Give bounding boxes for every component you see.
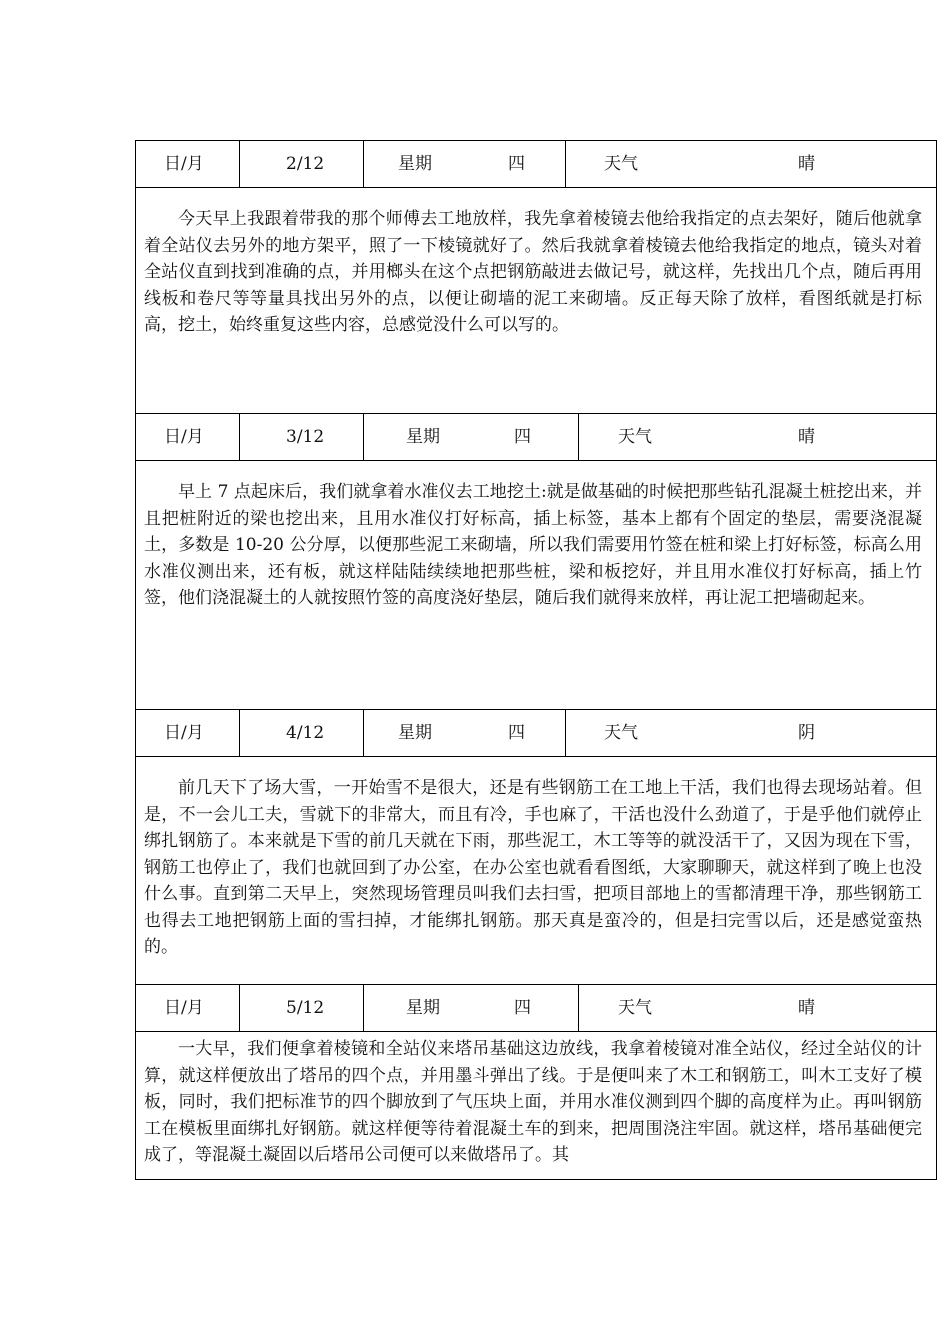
date-label: 日/月	[164, 154, 204, 174]
weekday-value: 四	[508, 723, 525, 743]
weather-label: 天气	[618, 427, 652, 447]
date-label: 日/月	[164, 427, 204, 447]
date-value: 5/12	[286, 998, 325, 1018]
weather-label: 天气	[604, 154, 638, 174]
entry-header-row	[136, 985, 936, 1032]
weather-value: 晴	[798, 427, 815, 447]
log-entry	[135, 710, 937, 985]
entry-header-row	[136, 710, 936, 757]
week-label: 星期	[406, 427, 440, 447]
weekday-value: 四	[514, 998, 531, 1018]
week-label: 星期	[398, 723, 432, 743]
weather-value: 晴	[798, 998, 815, 1018]
date-label: 日/月	[164, 998, 204, 1018]
entry-text: 前几天下了场大雪，一开始雪不是很大，还是有些钢筋工在工地上干活，我们也得去现场站着。但是，不一会儿工夫，雪就下的非常大，而且有冷，手也麻了，干活也没什么劲道了，于是乎他们就停止绑扎钢筋了。本来就是下雪的前几天就在下雨，那些泥工，木工等等的就没活干了，又因为现在下雪，钢筋工也停止了，我们也就回到了办公室，在办公室也就看看图纸，大家聊聊天，就这样到了晚上也没什么事。直到第二天早上，突然现场管理员叫我们去扫雪，把项目部地上的雪都清理干净，那些钢筋工也得去工地把钢筋上面的雪扫掉，才能绑扎钢筋。那天真是蛮冷的，但是扫完雪以后，还是感觉蛮热的。	[136, 757, 936, 985]
weather-value: 阴	[798, 723, 815, 743]
weather-value: 晴	[798, 154, 815, 174]
work-log-table	[135, 140, 937, 1180]
entry-header-row	[136, 141, 936, 188]
log-entry	[135, 140, 937, 414]
week-label: 星期	[398, 154, 432, 174]
date-value: 2/12	[286, 154, 325, 174]
week-label: 星期	[406, 998, 440, 1018]
date-value: 4/12	[286, 723, 325, 743]
date-value: 3/12	[286, 427, 325, 447]
log-entry	[135, 414, 937, 710]
entry-text: 早上 7 点起床后，我们就拿着水准仪去工地挖土:就是做基础的时候把那些钻孔混凝土桩挖出来，并且把桩附近的梁也挖出来，且用水准仪打好标高，插上标签，基本上都有个固定的垫层，需要浇混凝土，多数是 10-20 公分厚，以便那些泥工来砌墙，所以我们需要用竹签在桩和梁上打好标签，标高么用水准仪测出来，还有板，就这样陆陆续续地把那些桩，梁和板挖好，并且用水准仪打好标高，插上竹签，他们浇混凝土的人就按照竹签的高度浇好垫层，随后我们就得来放样，再让泥工把墙砌起来。	[136, 461, 936, 710]
date-label: 日/月	[164, 723, 204, 743]
weekday-value: 四	[514, 427, 531, 447]
entry-header-row	[136, 414, 936, 461]
weekday-value: 四	[508, 154, 525, 174]
entry-text: 一大早，我们便拿着棱镜和全站仪来塔吊基础这边放线，我拿着棱镜对准全站仪，经过全站仪的计算，就这样便放出了塔吊的四个点，并用墨斗弹出了线。于是便叫来了木工和钢筋工，叫木工支好了模板，同时，我们把标准节的四个脚放到了气压块上面，并用水准仪测到四个脚的高度样为止。再叫钢筋工在模板里面绑扎好钢筋。就这样便等待着混凝土车的到来，把周围浇注牢固。就这样，塔吊基础便完成了，等混凝土凝固以后塔吊公司便可以来做塔吊了。其	[136, 1032, 936, 1180]
weather-label: 天气	[618, 998, 652, 1018]
entry-text: 今天早上我跟着带我的那个师傅去工地放样，我先拿着棱镜去他给我指定的点去架好，随后他就拿着全站仪去另外的地方架平，照了一下棱镜就好了。然后我就拿着棱镜去他给我指定的地点，镜头对着全站仪直到找到准确的点，并用榔头在这个点把钢筋敲进去做记号，就这样，先找出几个点，随后再用线板和卷尺等等量具找出另外的点，以便让砌墙的泥工来砌墙。反正每天除了放样，看图纸就是打标高，挖土，始终重复这些内容，总感觉没什么可以写的。	[136, 188, 936, 414]
weather-label: 天气	[604, 723, 638, 743]
log-entry	[135, 985, 937, 1180]
